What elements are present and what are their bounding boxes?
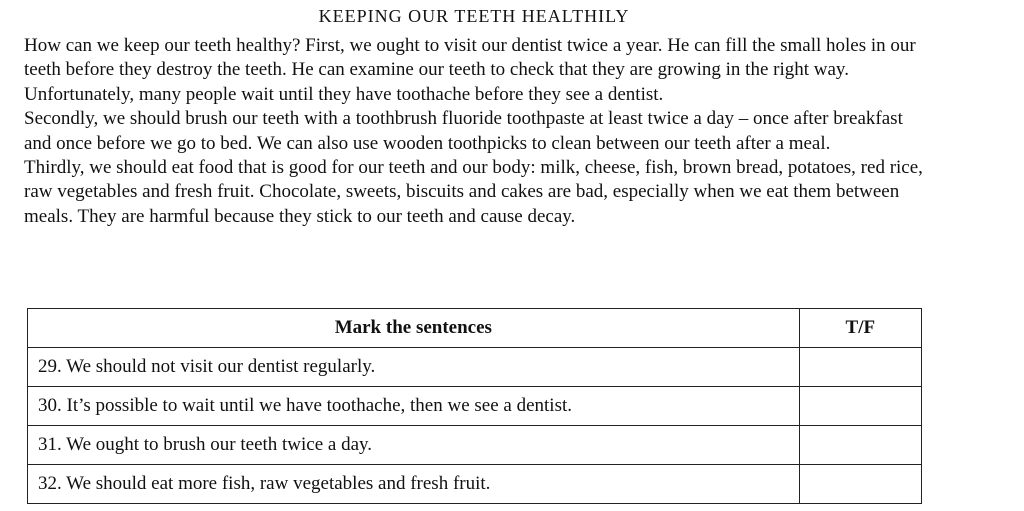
table-row [28,426,922,465]
header-mark-sentences: Mark the sentences [28,309,800,348]
paragraph-1: How can we keep our teeth healthy? First, we ought to visit our dentist twice a year. He can fill the small holes in our teeth before they destroy the teeth. He can examine our teeth to check that they are growing in the right way. Unfortunately, many people wait until they have toothache before they see a dentist. [24,35,916,105]
answer-cell-32[interactable] [799,465,921,504]
true-false-table [27,308,922,504]
table-row [28,465,922,504]
answer-cell-30[interactable] [799,387,921,426]
header-true-false: T/F [799,309,921,348]
question-32: 32. We should eat more fish, raw vegetables and fresh fruit. [28,465,800,504]
question-30: 30. It’s possible to wait until we have toothache, then we see a dentist. [28,387,800,426]
reading-passage [24,34,934,229]
question-29: 29. We should not visit our dentist regularly. [28,348,800,387]
table-row [28,348,922,387]
paragraph-3: Thirdly, we should eat food that is good for our teeth and our body: milk, cheese, fish, brown bread, potatoes, red rice, raw vegetables and fresh fruit. Chocolate, sweets, biscuits and cakes are bad, especially when we eat them between meals. They are harmful because they stick to our teeth and cause decay. [24,157,923,227]
table-row [28,387,922,426]
paragraph-2: Secondly, we should brush our teeth with a toothbrush fluoride toothpaste at least twice a day – once after breakfast and once before we go to bed. We can also use wooden toothpicks to clean between our teeth after a meal. [24,108,903,154]
document-title: KEEPING OUR TEETH HEALTHILY [318,6,630,26]
table-header-row [28,309,922,348]
answer-cell-29[interactable] [799,348,921,387]
answer-cell-31[interactable] [799,426,921,465]
question-31: 31. We ought to brush our teeth twice a day. [28,426,800,465]
